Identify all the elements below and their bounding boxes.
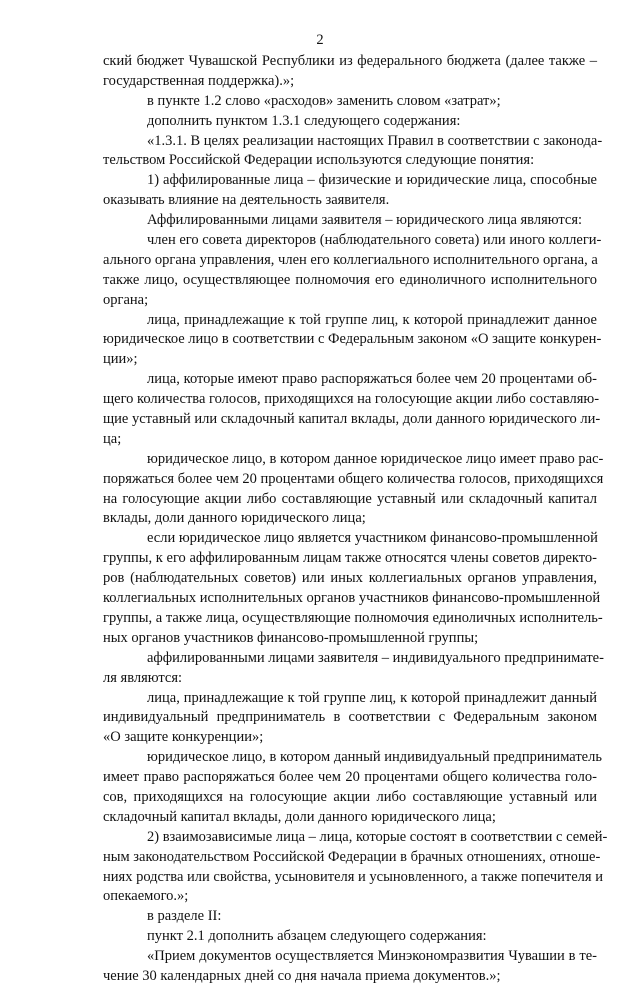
text-line: чение 30 календарных дней со дня начала приема документов.»; [103,967,501,984]
text-line: оказывать влияние на деятельность заявителя. [103,192,390,209]
text-line: аффилированными лицами заявителя – индивидуального предпринимате- [147,649,604,666]
text-line: ниях родства или свойства, усыновителя и усыновленного, а также попечителя и [103,868,603,885]
text-line: Аффилированными лицами заявителя – юридического лица являются: [147,212,583,229]
text-line: ский бюджет Чувашской Республики из федерального бюджета (далее также – [103,53,597,69]
text-line: щего количества голосов, приходящихся на голосующие акции либо составляю- [103,391,600,408]
text-line: юридическое лицо, в котором данный индивидуальный предприниматель [147,749,602,766]
text-line: 1) аффилированные лица – физические и юридические лица, способные [147,172,597,189]
text-line: вклады, доли данного юридического лица; [103,510,366,527]
text-line: ных органов участников финансово-промышленной группы; [103,629,479,646]
text-line: ца; [103,430,122,447]
text-line: имеет право распоряжаться более чем 20 процентами общего количества голо- [103,769,597,786]
document-body [103,52,608,987]
text-line: ции»; [103,351,138,368]
text-line: член его совета директоров (наблюдательного совета) или иного коллеги- [147,232,602,249]
text-line: «1.3.1. В целях реализации настоящих Правил в соответствии с законода- [147,132,603,149]
text-line: дополнить пунктом 1.3.1 следующего содержания: [147,112,461,129]
text-line: сов, приходящихся на голосующие акции либо составляющие уставный или [103,788,597,805]
text-line: юридическое лицо в соответствии с Федеральным законом «О защите конкурен- [103,331,602,348]
text-line: коллегиальных исполнительных органов участников финансово-промышленной [103,590,601,607]
text-line: государственная поддержка).»; [103,72,295,89]
text-line: лица, принадлежащие к той группе лиц, к которой принадлежит данное [147,311,597,328]
text-line: «Прием документов осуществляется Минэкономразвития Чувашии в те- [147,948,597,965]
text-line: ального органа управления, член его коллегиального исполнительного органа, а [103,251,598,268]
text-line: «О защите конкуренции»; [103,729,264,746]
text-line: в разделе II: [147,908,222,925]
text-line: также лицо, осуществляющее полномочия его единоличного исполнительного [103,271,597,288]
text-line: группы, а также лица, осуществляющие полномочия единоличных исполнитель- [103,609,603,626]
text-line: ров (наблюдательных советов) или иных коллегиальных органов управления, [103,570,597,587]
text-line: на голосующие акции либо составляющие уставный или складочный капитал [103,490,597,507]
text-line: индивидуальный предприниматель в соответствии с Федеральным законом [103,709,597,726]
text-line: пункт 2.1 дополнить абзацем следующего содержания: [147,928,487,945]
text-line: поряжаться более чем 20 процентами общего количества голосов, приходящихся [103,470,604,487]
text-line: юридическое лицо, в котором данное юридическое лицо имеет право рас- [147,450,604,467]
text-line: лица, которые имеют право распоряжаться более чем 20 процентами об- [147,371,597,388]
text-line: в пункте 1.2 слово «расходов» заменить словом «затрат»; [147,92,501,109]
text-line: ля являются: [103,669,183,686]
text-line: ным законодательством Российской Федерации в брачных отношениях, отноше- [103,848,601,865]
text-line: органа; [103,291,149,308]
text-line: щие уставный или складочный капитал вклады, доли данного юридического ли- [103,411,601,428]
text-line: 2) взаимозависимые лица – лица, которые состоят в соответствии с семей- [147,828,608,845]
text-line: группы, к его аффилированным лицам также относятся члены советов директо- [103,550,597,567]
text-line: складочный капитал вклады, доли данного юридического лица; [103,808,496,825]
text-line: если юридическое лицо является участником финансово-промышленной [147,530,598,547]
text-line: тельством Российской Федерации используются следующие понятия: [103,152,535,169]
page-number: 2 [316,32,324,48]
text-line: лица, принадлежащие к той группе лиц, к которой принадлежит данный [147,689,597,706]
text-line: опекаемого.»; [103,888,189,905]
